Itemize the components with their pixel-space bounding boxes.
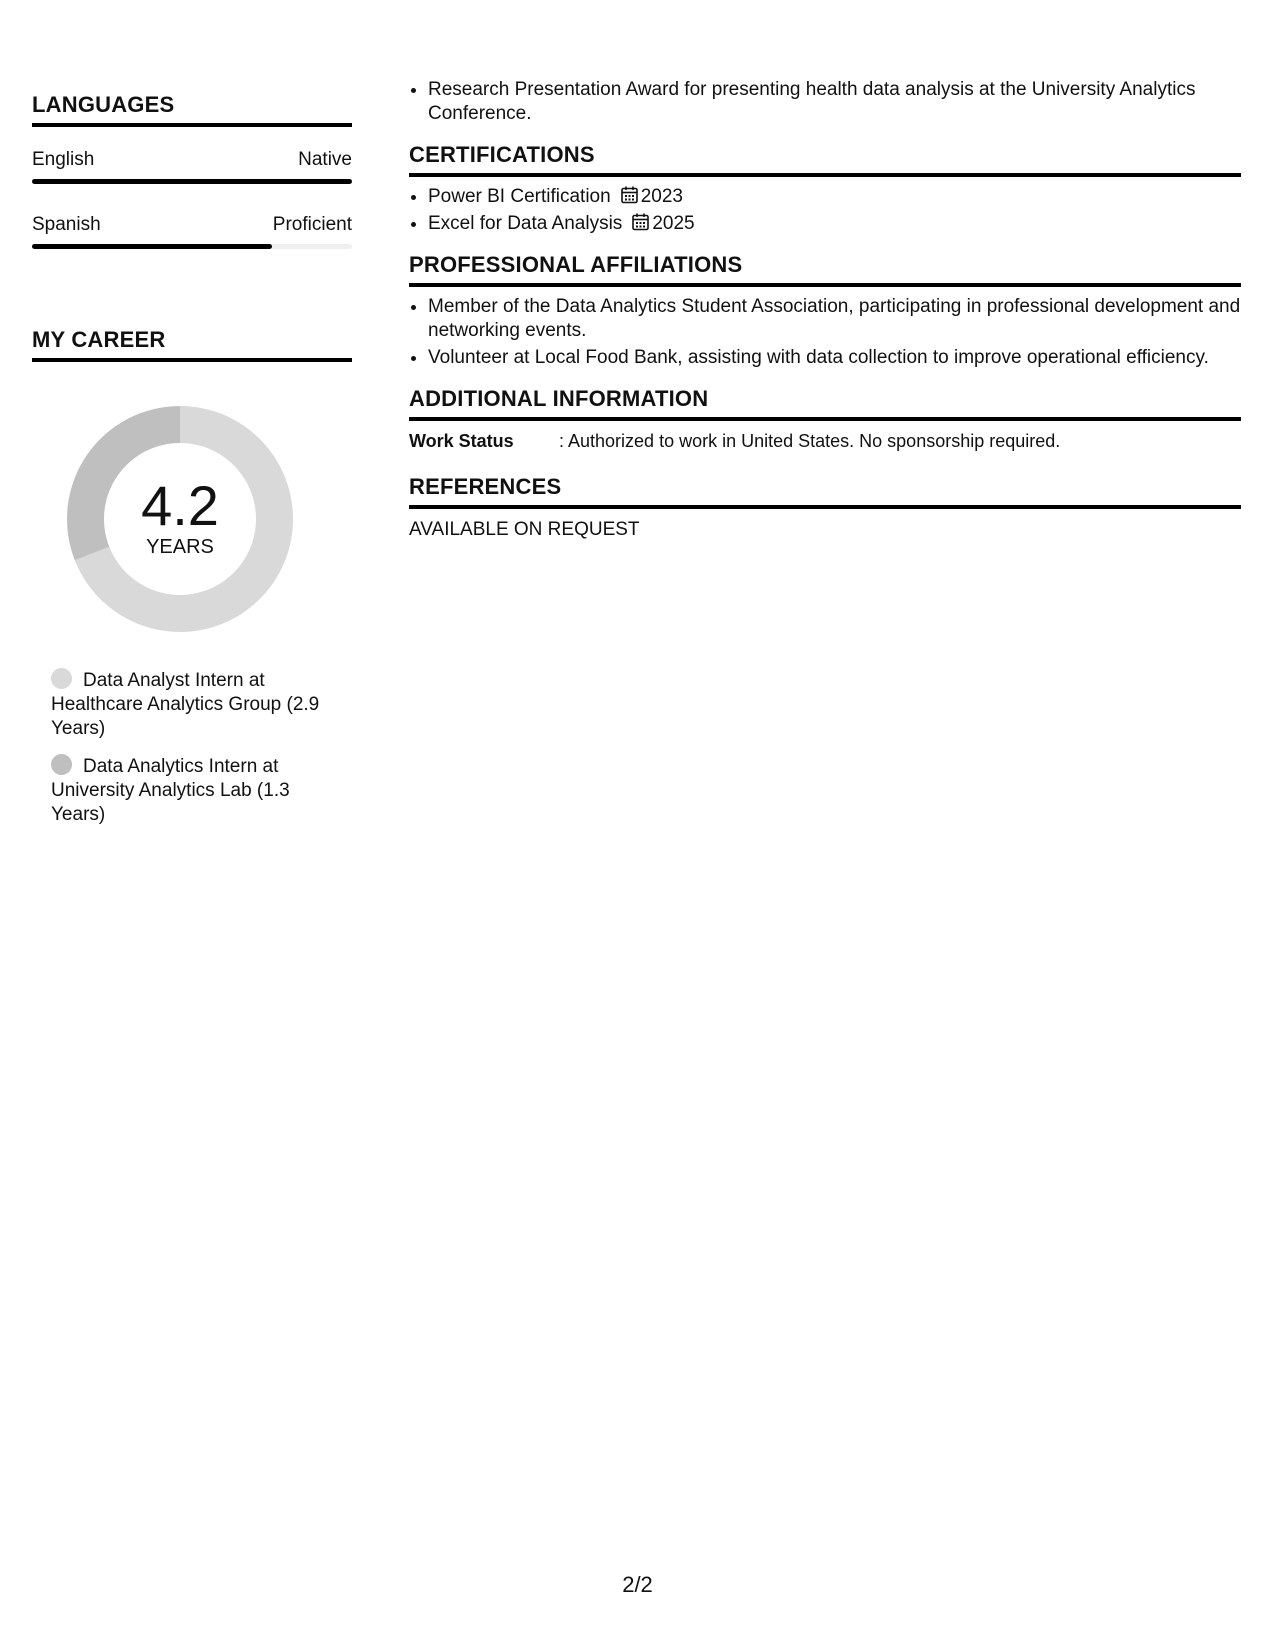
career-legend-item (51, 754, 336, 827)
language-level: Proficient (272, 214, 352, 235)
language-item-english (32, 149, 352, 184)
calendar-icon (621, 186, 638, 204)
language-proficiency-fill (32, 179, 352, 184)
career-donut-chart (67, 406, 293, 632)
career-legend-item (51, 668, 336, 741)
references-heading: REFERENCES (409, 474, 1241, 509)
certifications-heading: CERTIFICATIONS (409, 142, 1241, 177)
language-proficiency-bar (32, 244, 352, 249)
awards-list (409, 78, 1241, 126)
language-proficiency-bar (32, 179, 352, 184)
language-proficiency-fill (32, 244, 272, 249)
career-total (67, 474, 293, 559)
certification-year: 2023 (640, 186, 683, 207)
work-status-label: Work Status (409, 431, 514, 451)
career-legend (32, 668, 336, 827)
career-legend-label: Data Analytics Intern at University Analytics Lab (1.3 Years) (51, 756, 290, 825)
legend-dot-icon (51, 754, 72, 775)
language-name: English (32, 149, 95, 170)
right-column (409, 78, 1241, 541)
legend-dot-icon (51, 668, 72, 689)
affiliation-item: • Member of the Data Analytics Student Association, participating in professional development and networking events. (428, 295, 1241, 343)
language-item-spanish (32, 214, 352, 249)
career-total-value: 4.2 (141, 474, 219, 537)
references-text: AVAILABLE ON REQUEST (409, 519, 640, 540)
calendar-icon (632, 213, 649, 231)
languages-heading: LANGUAGES (32, 92, 352, 127)
certification-year: 2025 (652, 213, 695, 234)
certification-item (428, 212, 1241, 236)
affiliation-item: • Volunteer at Local Food Bank, assisting with data collection to improve operational efficiency. (428, 346, 1241, 370)
page-number: 2/2 (622, 1572, 653, 1597)
work-status-row (409, 431, 1241, 452)
language-name: Spanish (32, 214, 101, 235)
language-level: Native (298, 149, 352, 170)
certification-item (428, 185, 1241, 209)
career-total-unit: YEARS (146, 536, 214, 558)
left-column (32, 92, 352, 840)
additional-info-heading: ADDITIONAL INFORMATION (409, 386, 1241, 421)
certifications-list (409, 185, 1241, 236)
certification-name: Power BI Certification (428, 186, 611, 207)
career-heading: MY CAREER (32, 327, 352, 362)
award-item: • Research Presentation Award for presenting health data analysis at the University Analytics Conference. (428, 78, 1241, 126)
affiliations-list (409, 295, 1241, 370)
work-status-value: : Authorized to work in United States. No sponsorship required. (559, 431, 1061, 451)
career-legend-label: Data Analyst Intern at Healthcare Analytics Group (2.9 Years) (51, 670, 320, 739)
affiliations-heading: PROFESSIONAL AFFILIATIONS (409, 252, 1241, 287)
certification-name: Excel for Data Analysis (428, 213, 623, 234)
